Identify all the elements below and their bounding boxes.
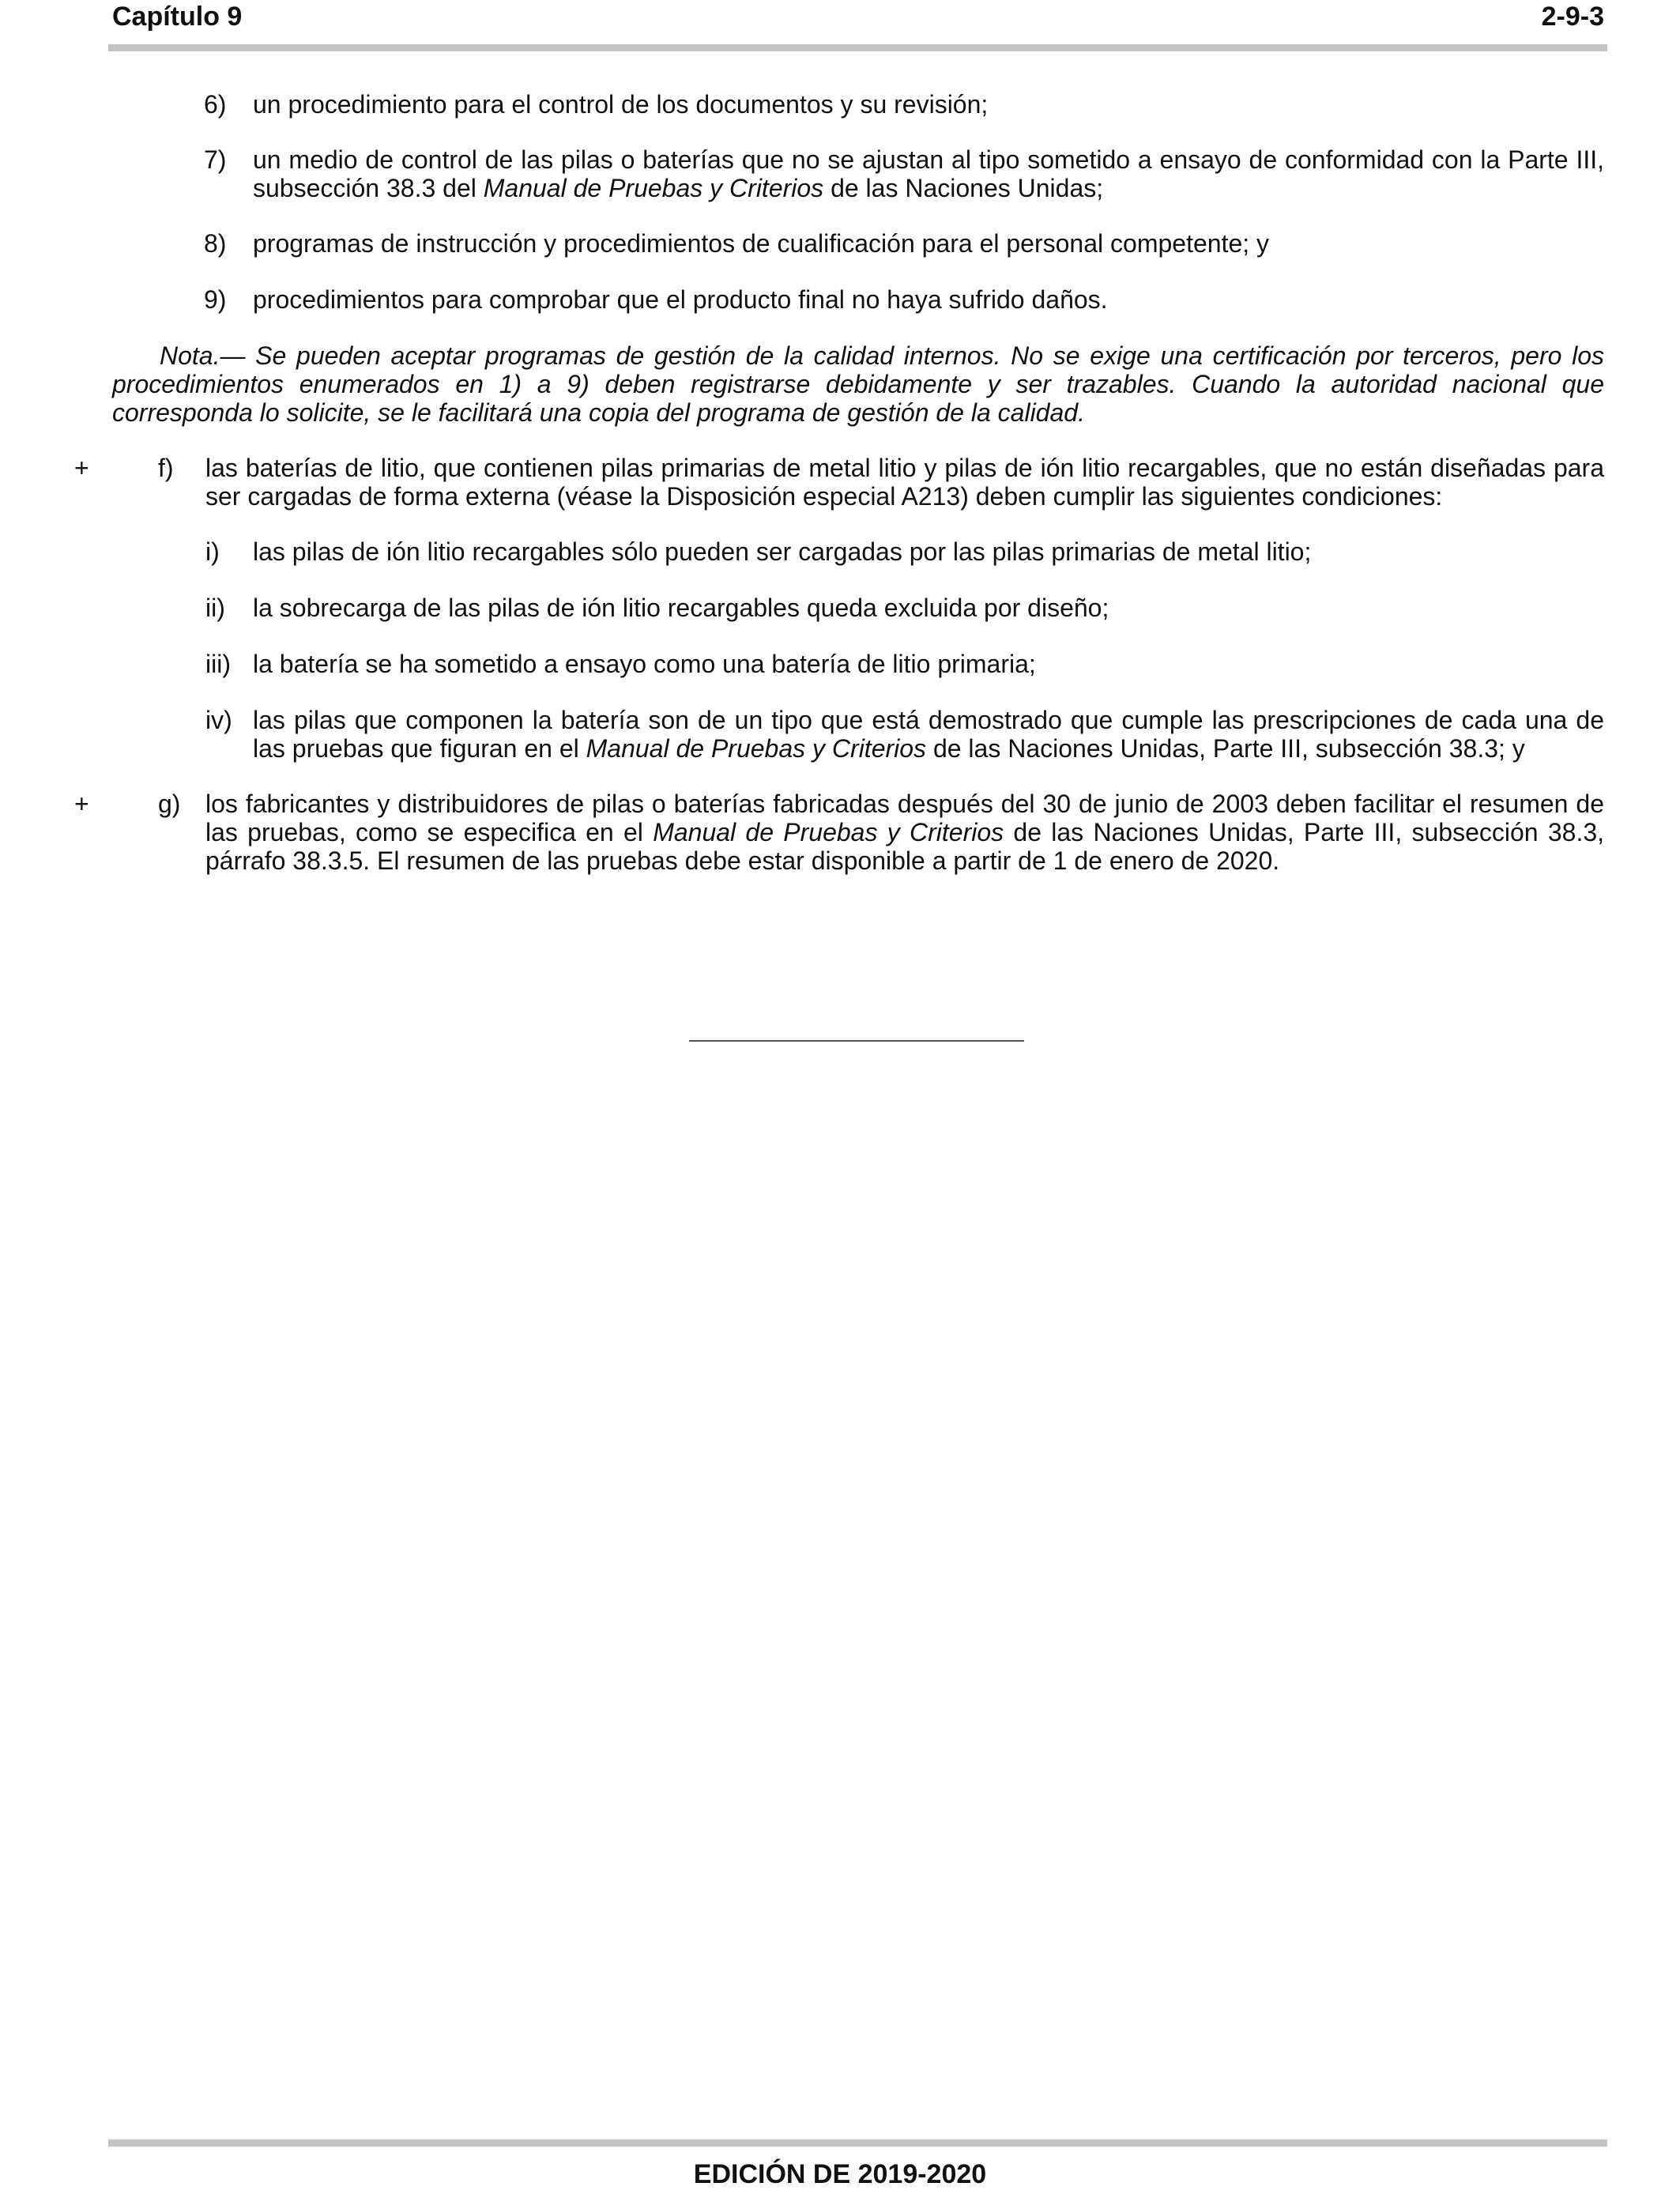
note-label: Nota.— bbox=[160, 341, 246, 370]
item-roman: i) bbox=[205, 537, 220, 566]
item-letter: g) bbox=[158, 790, 181, 818]
list-item bbox=[204, 90, 1604, 119]
item-text bbox=[253, 145, 1604, 202]
manual-title: Manual de Pruebas y Criterios bbox=[586, 734, 927, 763]
item-text: un procedimiento para el control de los documentos y su revisión; bbox=[253, 90, 989, 119]
item-text bbox=[205, 790, 1604, 875]
note-text: Se pueden aceptar programas de gestión de la calidad internos. No se exige una certificación por terceros, pero los procedimientos enumerados en 1) a 9) deben registrarse debidamente y ser trazables. Cuando la autoridad nacional que corresponda lo solicite, se le facilitará una copia del programa de gestión de la calidad. bbox=[112, 341, 1604, 427]
item-number: 8) bbox=[204, 229, 227, 258]
list-item-g bbox=[158, 790, 1604, 875]
edition-footer: EDICIÓN DE 2019-2020 bbox=[693, 2159, 987, 2189]
item-number: 7) bbox=[204, 145, 227, 174]
header-rule bbox=[108, 44, 1607, 51]
footer-rule bbox=[108, 2139, 1607, 2147]
sub-list-item bbox=[205, 650, 1604, 678]
item-text-part: las pilas que componen la batería son de un tipo que está demostrado que cumple las prescripciones de cada una de las pruebas que figuran en el bbox=[253, 706, 1604, 763]
item-number: 6) bbox=[204, 90, 227, 119]
manual-title: Manual de Pruebas y Criterios bbox=[483, 174, 824, 202]
item-number: 9) bbox=[204, 285, 227, 314]
manual-title: Manual de Pruebas y Criterios bbox=[653, 818, 1004, 846]
item-text: la batería se ha sometido a ensayo como una batería de litio primaria; bbox=[253, 650, 1036, 678]
note-paragraph bbox=[112, 341, 1604, 427]
item-text: las baterías de litio, que contienen pilas primarias de metal litio y pilas de ión litio recargables, que no están diseñadas para ser cargadas de forma externa (véase la Disposición especial A213) deben cumplir las siguientes condiciones: bbox=[205, 454, 1604, 511]
page-header bbox=[112, 2, 1604, 40]
list-item bbox=[204, 145, 1604, 202]
end-of-section-rule bbox=[689, 1040, 1024, 1042]
item-text-part: de las Naciones Unidas, Parte III, subsección 38.3; y bbox=[926, 734, 1525, 763]
page-number: 2-9-3 bbox=[1541, 2, 1604, 32]
item-letter: f) bbox=[158, 454, 174, 482]
chapter-title: Capítulo 9 bbox=[112, 2, 243, 32]
sub-list-item bbox=[205, 594, 1604, 622]
item-text bbox=[253, 706, 1604, 763]
item-text: programas de instrucción y procedimientos de cualificación para el personal competente; y bbox=[253, 229, 1270, 258]
revision-mark: + bbox=[74, 454, 89, 482]
item-text-part: de las Naciones Unidas; bbox=[823, 174, 1104, 202]
item-text-part: un medio de control de las pilas o baterías que no se ajustan al tipo sometido a ensayo de conformidad con la Parte III, subsección 38.3 del bbox=[253, 145, 1604, 202]
sub-list-item bbox=[205, 537, 1604, 566]
list-item bbox=[204, 285, 1604, 314]
list-item bbox=[204, 229, 1604, 258]
sub-list-item bbox=[205, 706, 1604, 763]
item-text: la sobrecarga de las pilas de ión litio recargables queda excluida por diseño; bbox=[253, 594, 1109, 622]
item-text-part: los fabricantes y distribuidores de pilas o baterías fabricadas después del 30 de junio de 2003 deben facilitar el resumen de las pruebas, como se especifica en el bbox=[205, 790, 1604, 846]
revision-mark: + bbox=[74, 790, 89, 818]
item-text: procedimientos para comprobar que el producto final no haya sufrido daños. bbox=[253, 285, 1108, 314]
item-roman: iv) bbox=[205, 706, 232, 734]
item-text: las pilas de ión litio recargables sólo pueden ser cargadas por las pilas primarias de metal litio; bbox=[253, 537, 1312, 566]
item-roman: iii) bbox=[205, 650, 231, 678]
item-roman: ii) bbox=[205, 594, 225, 622]
list-item-f bbox=[158, 454, 1604, 511]
item-text-part: de las Naciones Unidas, Parte III, subsección 38.3, párrafo 38.3.5. El resumen de las pruebas debe estar disponible a partir de 1 de enero de 2020. bbox=[205, 818, 1605, 875]
